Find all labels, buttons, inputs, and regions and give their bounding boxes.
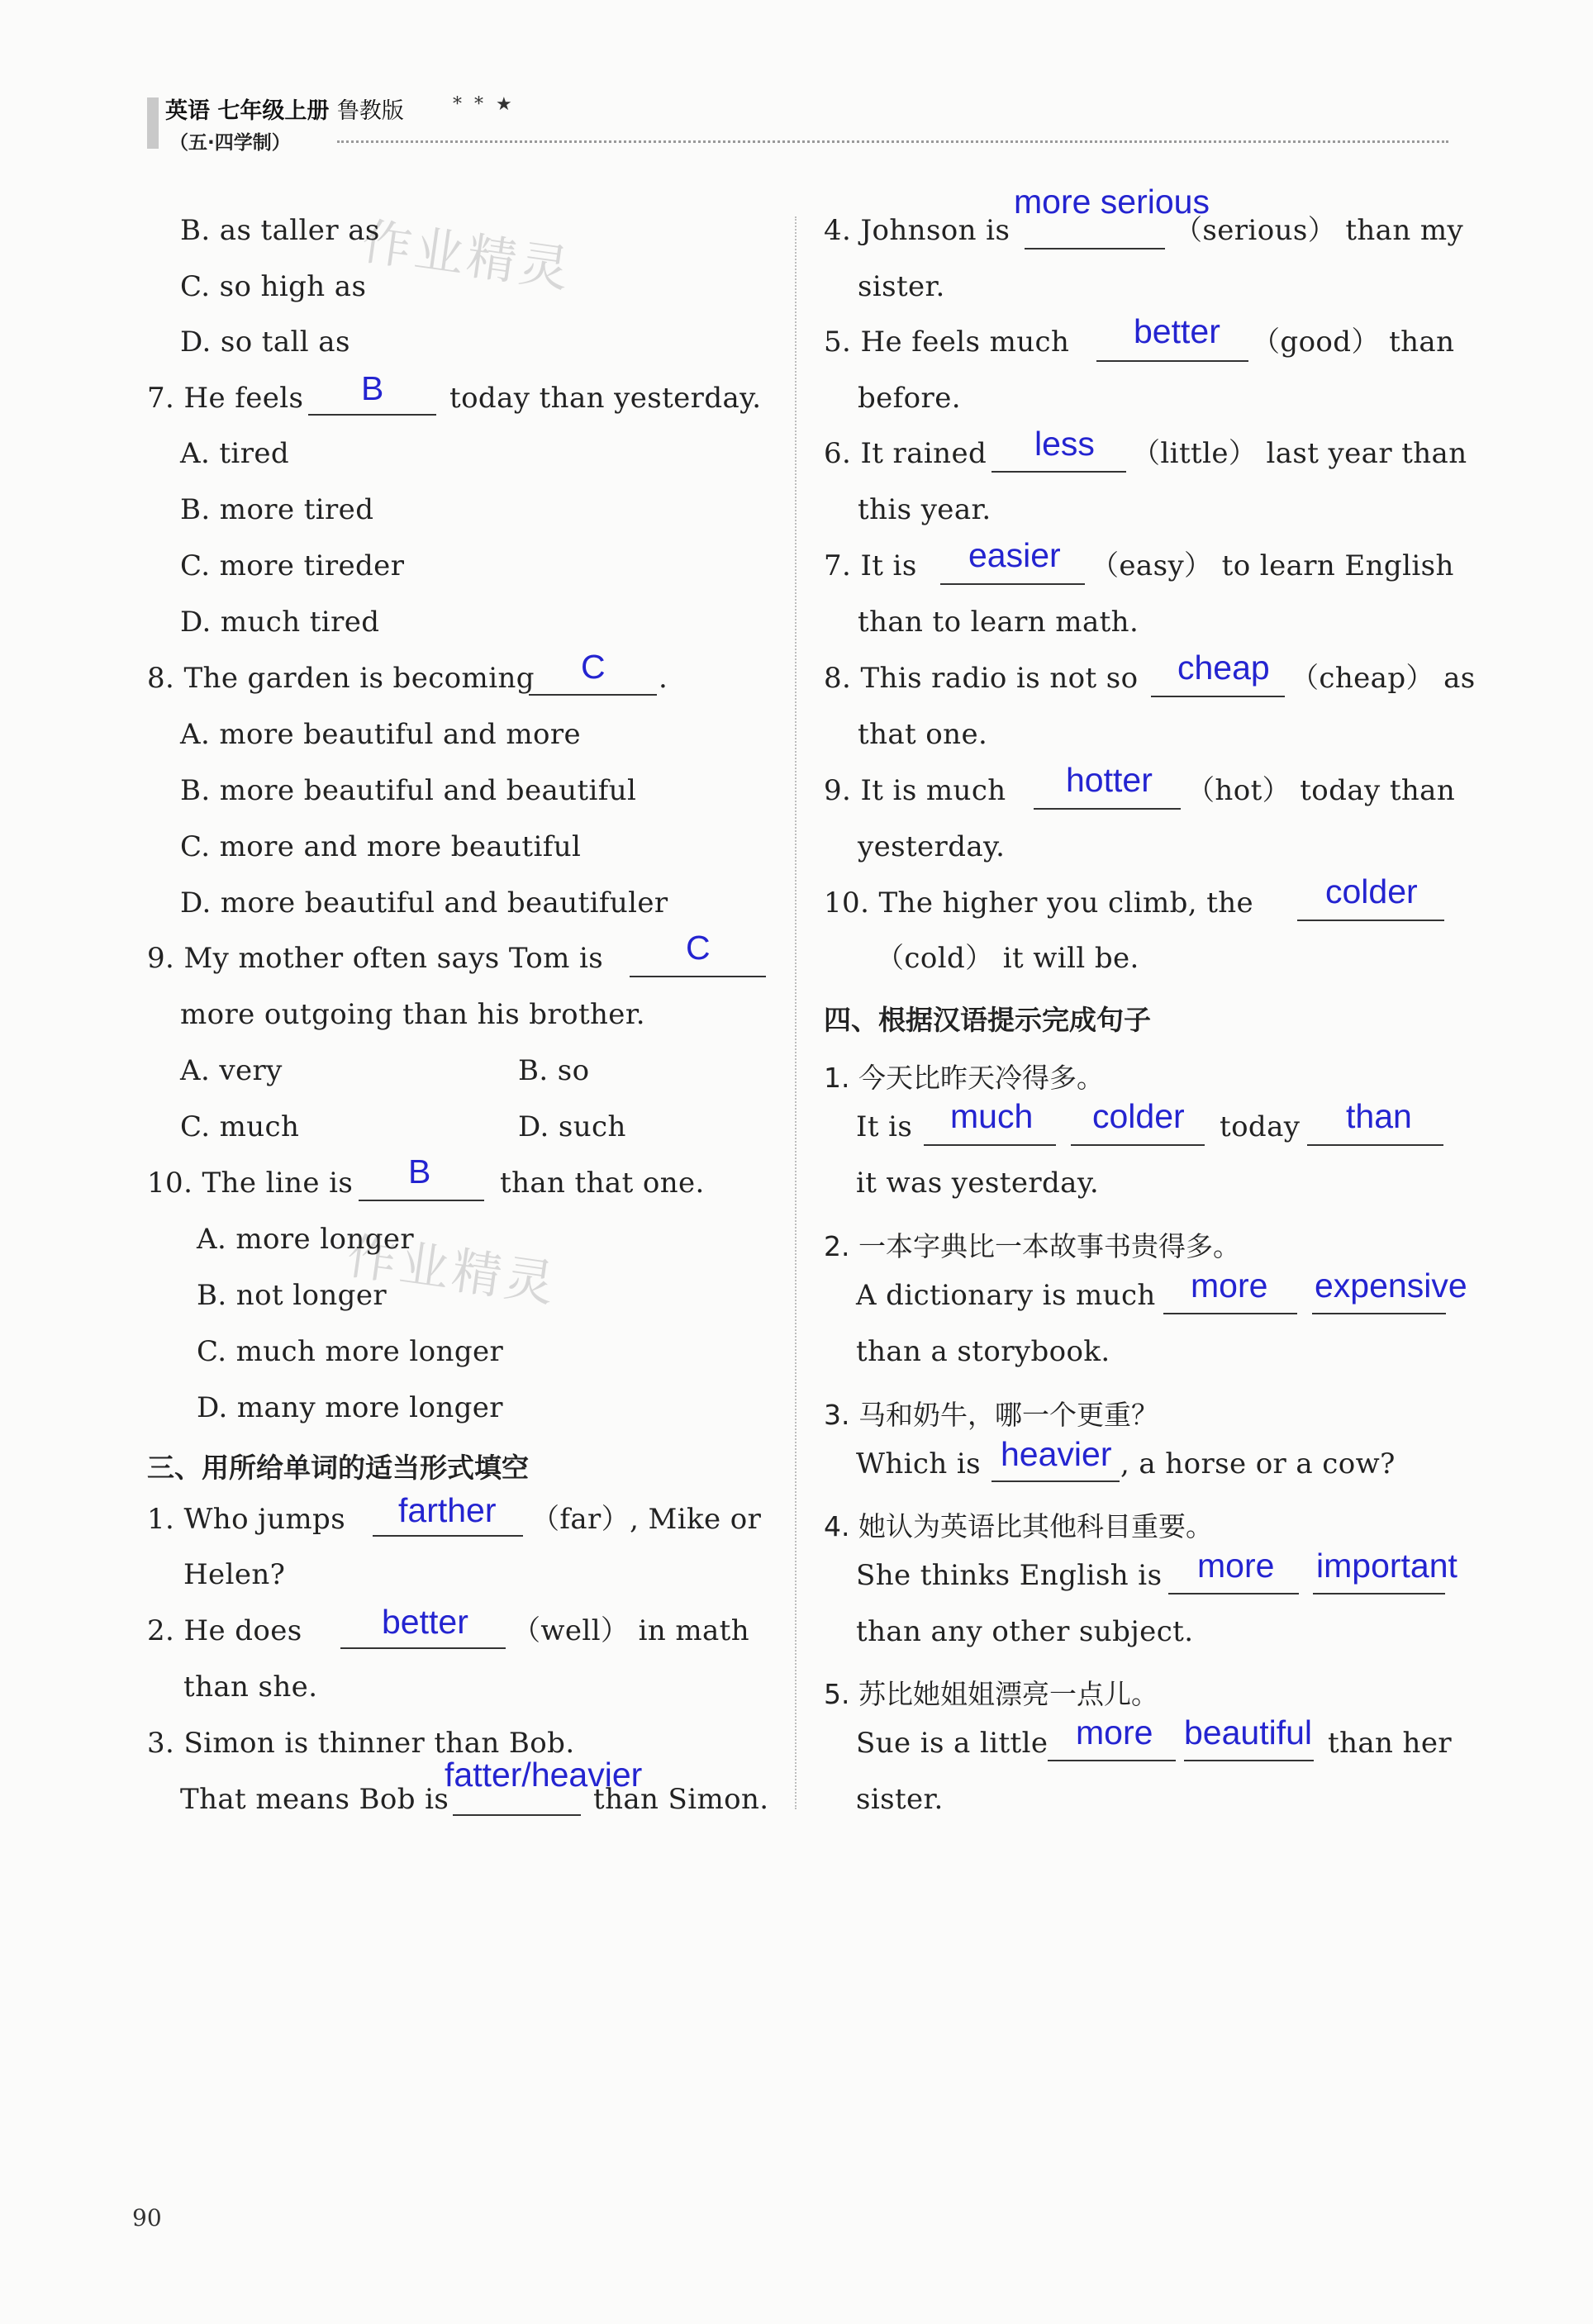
watermark: 作业精灵 [358, 212, 576, 300]
answer-blank [1168, 1593, 1299, 1594]
handwritten-answer: than [1346, 1097, 1412, 1135]
answer-blank [940, 583, 1085, 585]
handwritten-answer: expensive [1315, 1267, 1467, 1305]
question-text: sister. [856, 1783, 944, 1816]
answer-blank [1163, 1313, 1297, 1314]
handwritten-answer: beautiful [1184, 1713, 1313, 1751]
question-text: today [1220, 1110, 1301, 1143]
question-text: 3. Simon is thinner than Bob. [147, 1727, 575, 1760]
answer-blank [1034, 808, 1181, 810]
question-text: 8. The garden is becoming [147, 662, 535, 695]
question-text: She thinks English is [856, 1559, 1163, 1592]
handwritten-answer: B [361, 369, 384, 407]
option-text: D. many more longer [197, 1391, 503, 1424]
chinese-prompt: 4. 她认为英语比其他科目重要。 [824, 1510, 1213, 1542]
option-text: A. more longer [197, 1223, 415, 1256]
header-accent-bar [147, 97, 159, 149]
answer-blank [1297, 920, 1444, 921]
header-title: 英语 七年级上册 鲁教版 [165, 98, 404, 124]
question-text: 9. My mother often says Tom is [147, 942, 604, 975]
question-text: （hot） today than [1186, 774, 1456, 807]
header-subtitle: （五·四学制） [169, 132, 291, 154]
handwritten-answer: more [1191, 1267, 1268, 1305]
option-text: C. much more longer [197, 1335, 504, 1368]
handwritten-answer: better [1134, 312, 1220, 350]
answer-blank [1307, 1144, 1443, 1146]
handwritten-answer: heavier [1001, 1435, 1112, 1473]
header-dotted-rule [337, 140, 1448, 143]
answer-blank [1151, 696, 1285, 697]
option-text: D. so tall as [180, 326, 350, 359]
question-text: . [659, 662, 668, 695]
handwritten-answer: less [1034, 425, 1095, 463]
option-text: D. such [518, 1110, 626, 1143]
answer-blank [924, 1144, 1056, 1146]
question-text: this year. [858, 493, 991, 526]
option-text: C. more tireder [180, 549, 405, 582]
question-text: than Simon. [593, 1783, 769, 1816]
handwritten-answer: better [382, 1603, 468, 1641]
option-text: B. as taller as [180, 214, 380, 247]
option-text: C. much [180, 1110, 300, 1143]
answer-blank [1025, 248, 1165, 250]
handwritten-answer: more [1076, 1713, 1153, 1751]
answer-blank [1071, 1144, 1205, 1146]
answer-blank [991, 471, 1126, 473]
question-text: Which is [856, 1447, 981, 1480]
handwritten-answer: C [581, 648, 606, 686]
question-text: than she. [183, 1671, 318, 1704]
handwritten-answer: colder [1325, 872, 1418, 910]
handwritten-answer: much [950, 1097, 1034, 1135]
chinese-prompt: 2. 一本字典比一本故事书贵得多。 [824, 1230, 1240, 1262]
answer-blank [340, 1647, 506, 1649]
section-heading: 三、用所给单词的适当形式填空 [147, 1452, 529, 1484]
question-text: more outgoing than his brother. [180, 998, 645, 1031]
question-text: （cold） it will be. [876, 942, 1139, 975]
handwritten-answer: cheap [1177, 649, 1270, 687]
handwritten-answer: important [1316, 1547, 1457, 1585]
question-text: than a storybook. [856, 1335, 1110, 1368]
option-text: A. tired [180, 437, 290, 470]
question-text: （easy） to learn English [1091, 549, 1454, 582]
handwritten-answer: more [1197, 1547, 1275, 1585]
question-text: It is [856, 1110, 913, 1143]
answer-blank [453, 1814, 581, 1816]
answer-blank [1313, 1593, 1445, 1594]
watermark: 作业精灵 [343, 1227, 561, 1314]
question-text: 7. He feels [147, 382, 304, 415]
question-text: , a horse or a cow? [1120, 1447, 1396, 1480]
question-text: 6. It rained [824, 437, 987, 470]
option-text: B. more tired [180, 493, 374, 526]
question-text: 10. The higher you climb, the [824, 886, 1254, 920]
chinese-prompt: 5. 苏比她姐姐漂亮一点儿。 [824, 1678, 1158, 1710]
option-text: B. so [518, 1054, 590, 1087]
question-text: that one. [858, 718, 988, 751]
answer-blank [529, 694, 657, 696]
chinese-prompt: 3. 马和奶牛，哪一个更重？ [824, 1399, 1158, 1431]
answer-blank [1096, 360, 1248, 362]
handwritten-answer: more serious [1014, 183, 1210, 221]
question-text: 1. Who jumps [147, 1503, 346, 1536]
question-text: （serious） than my [1174, 214, 1464, 247]
handwritten-answer: fatter/heavier [445, 1756, 643, 1794]
option-text: A. more beautiful and more [180, 718, 582, 751]
question-text: today than yesterday. [449, 382, 762, 415]
question-text: 10. The line is [147, 1167, 354, 1200]
answer-blank [1048, 1760, 1176, 1761]
question-text: sister. [858, 270, 945, 303]
question-text: than any other subject. [856, 1615, 1194, 1648]
question-text: 4. Johnson is [824, 214, 1010, 247]
handwritten-answer: B [408, 1152, 431, 1191]
answer-blank [373, 1535, 523, 1537]
question-text: Sue is a little [856, 1727, 1049, 1760]
question-text: than to learn math. [858, 606, 1139, 639]
question-text: yesterday. [858, 830, 1006, 863]
question-text: Helen? [183, 1558, 286, 1591]
handwritten-answer: farther [398, 1491, 497, 1529]
question-text: That means Bob is [180, 1783, 449, 1816]
page-number: 90 [132, 2204, 162, 2231]
handwritten-answer: colder [1092, 1097, 1185, 1135]
question-text: （little） last year than [1132, 437, 1467, 470]
question-text: 7. It is [824, 549, 917, 582]
question-text: A dictionary is much [856, 1279, 1156, 1312]
column-divider [795, 216, 796, 1809]
answer-blank [991, 1480, 1120, 1482]
answer-blank [630, 976, 766, 977]
answer-blank [1312, 1313, 1446, 1314]
question-text: before. [858, 382, 961, 415]
question-text: than her [1328, 1727, 1453, 1760]
question-text: （well） in math [512, 1614, 750, 1647]
header-stars: * * ★ [453, 94, 516, 115]
handwritten-answer: C [686, 929, 711, 967]
question-text: 5. He feels much [824, 326, 1070, 359]
option-text: C. more and more beautiful [180, 830, 582, 863]
option-text: B. more beautiful and beautiful [180, 774, 637, 807]
question-text: （cheap） as [1291, 662, 1476, 695]
question-text: it was yesterday. [856, 1167, 1100, 1200]
answer-blank [359, 1200, 484, 1201]
question-text: 2. He does [147, 1614, 302, 1647]
chinese-prompt: 1. 今天比昨天冷得多。 [824, 1062, 1104, 1094]
question-text: 9. It is much [824, 774, 1006, 807]
section-heading: 四、根据汉语提示完成句子 [824, 1004, 1151, 1036]
header-edition: 鲁教版 [336, 98, 404, 124]
question-text: （good） than [1252, 326, 1455, 359]
option-text: A. very [180, 1054, 283, 1087]
question-text: 8. This radio is not so [824, 662, 1139, 695]
handwritten-answer: easier [968, 536, 1061, 574]
handwritten-answer: hotter [1066, 761, 1153, 799]
question-text: than that one. [500, 1167, 705, 1200]
answer-blank [1184, 1760, 1314, 1761]
option-text: B. not longer [197, 1279, 388, 1312]
option-text: C. so high as [180, 270, 367, 303]
question-text: （far）, Mike or [531, 1503, 762, 1536]
option-text: D. much tired [180, 606, 380, 639]
option-text: D. more beautiful and beautifuler [180, 886, 668, 920]
answer-blank [308, 414, 436, 416]
